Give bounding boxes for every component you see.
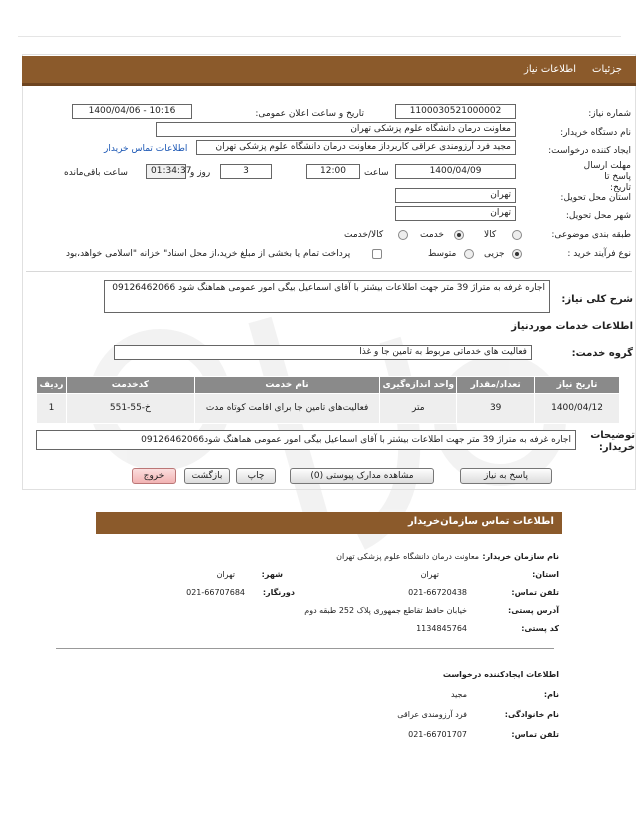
contact-divider — [56, 648, 554, 649]
service-group-label: گروه خدمت: — [571, 348, 633, 359]
tab-need-info[interactable]: اطلاعات نیاز — [524, 64, 576, 75]
creator-name-value: مجید — [450, 690, 467, 699]
contact-title-bar: اطلاعات تماس سازمان‌خریدار — [96, 512, 562, 534]
th-quantity: تعداد/مقدار — [457, 377, 535, 394]
cat-service-radio[interactable] — [454, 230, 464, 240]
contact-postal-value: 1134845764 — [416, 624, 467, 633]
table-row — [37, 394, 620, 424]
cell-service-name: فعالیت‌های تامین جا برای اقامت کوتاه مدت — [194, 394, 380, 424]
main-panel — [22, 54, 636, 490]
contact-city-label: شهر: — [261, 570, 283, 579]
creator-field: مجید فرد آرزومندی عراقی کاربرداز معاونت درمان دانشگاه علوم پزشکی تهران — [196, 140, 516, 155]
back-button[interactable]: بازگشت — [184, 468, 230, 484]
contact-province-label: استان: — [532, 570, 559, 579]
creator-name-label: نام: — [543, 690, 559, 699]
contact-postal-label: کد پستی: — [521, 624, 559, 633]
buyer-notes-label: توضیحات خریدار: — [590, 430, 635, 453]
deadline-time-field: 12:00 — [306, 164, 360, 179]
deadline-time-label: ساعت — [364, 168, 389, 178]
tab-details[interactable]: جزئیات — [592, 64, 622, 75]
payment-note: پرداخت تمام یا بخشی از مبلغ خرید،از محل اسناد" خزانه "اسلامی خواهد،بود — [66, 249, 351, 259]
buyer-notes-field: اجاره غرفه به متراژ 39 متر جهت اطلاعات بیشتر با آقای اسماعیل بیگی امور عمومی هماهنگ شود09126462066 — [36, 430, 576, 450]
contact-fax-label: دورنگار: — [262, 588, 295, 597]
top-divider — [18, 36, 621, 37]
cell-need-date: 1400/04/12 — [535, 394, 620, 424]
contact-phone-label: تلفن تماس: — [511, 588, 559, 597]
proc-partial-label: جزیی — [484, 249, 505, 259]
creator-phone-label: تلفن تماس: — [511, 730, 559, 739]
city-field: تهران — [395, 206, 516, 221]
header-bar — [22, 56, 636, 86]
remaining-time-field: 01:34:37 — [146, 164, 186, 179]
service-group-field: فعالیت های خدماتی مربوط به تامین جا و غذا — [114, 345, 532, 360]
days-field: 3 — [220, 164, 272, 179]
contact-address-label: آدرس پستی: — [508, 606, 559, 615]
cat-both-label: کالا/خدمت — [344, 230, 384, 240]
exit-button[interactable]: خروج — [132, 468, 176, 484]
cat-both-radio[interactable] — [398, 230, 408, 240]
services-title: اطلاعات خدمات موردنیاز — [511, 321, 633, 332]
need-number-field: 1100030521000002 — [395, 104, 516, 119]
announce-field: 1400/04/06 - 10:16 — [72, 104, 192, 119]
province-field: تهران — [395, 188, 516, 203]
contact-address-value: خیابان حافظ تقاطع جمهوری پلاک 252 طبقه دوم — [304, 606, 467, 615]
cell-quantity: 39 — [457, 394, 535, 424]
contact-province-value: تهران — [420, 570, 439, 579]
province-label: استان محل تحویل: — [560, 193, 631, 203]
reply-button[interactable]: پاسخ به نیاز — [460, 468, 552, 484]
proc-partial-radio[interactable] — [512, 249, 522, 259]
section-divider — [26, 271, 632, 272]
contact-fax-value: 021-66707684 — [186, 588, 245, 597]
buyer-contact-link[interactable]: اطلاعات تماس خریدار — [104, 144, 188, 154]
summary-field: اجاره غرفه به متراژ 39 متر جهت اطلاعات بیشتر با آقای اسماعیل بیگی امور عمومی هماهنگ شود 09126462066 — [104, 280, 550, 313]
th-service-name: نام خدمت — [194, 377, 380, 394]
items-table — [36, 376, 620, 424]
creator-label: ایجاد کننده درخواست: — [548, 146, 631, 156]
category-label: طبقه بندی موضوعی: — [551, 230, 631, 240]
cat-service-label: خدمت — [420, 230, 444, 240]
contact-org-value: معاونت درمان دانشگاه علوم پزشکی تهران — [336, 552, 479, 561]
proc-medium-radio[interactable] — [464, 249, 474, 259]
contact-phone-value: 021-66720438 — [408, 588, 467, 597]
city-label: شهر محل تحویل: — [565, 211, 631, 221]
creator-phone-value: 021-66701707 — [408, 730, 467, 739]
cell-unit: متر — [380, 394, 457, 424]
creator-family-value: فرد آرزومندی عراقی — [397, 710, 467, 719]
th-need-date: تاریخ نیاز — [535, 377, 620, 394]
buyer-org-label: نام دستگاه خریدار: — [560, 128, 631, 138]
proc-medium-label: متوسط — [428, 249, 457, 259]
days-label: روز و — [190, 168, 211, 178]
contact-city-value: تهران — [216, 570, 235, 579]
summary-label: شرح کلی نیاز: — [561, 294, 633, 305]
remaining-label: ساعت باقی‌مانده — [64, 168, 128, 178]
need-number-label: شماره نیاز: — [588, 109, 631, 119]
announce-label: تاریخ و ساعت اعلان عمومی: — [255, 109, 364, 119]
cat-goods-radio[interactable] — [512, 230, 522, 240]
process-label: نوع فرآیند خرید : — [567, 249, 631, 259]
table-header-row — [37, 377, 620, 394]
th-row: ردیف — [37, 377, 67, 394]
cat-goods-label: کالا — [484, 230, 497, 240]
attachments-button[interactable]: مشاهده مدارک پیوستی (0) — [290, 468, 434, 484]
th-unit: واحد اندازه‌گیری — [380, 377, 457, 394]
th-service-code: کدخدمت — [67, 377, 195, 394]
deadline-label: مهلت ارسال پاسخ تا تاریخ: — [583, 161, 631, 193]
buyer-org-field: معاونت درمان دانشگاه علوم پزشکی تهران — [156, 122, 516, 137]
deadline-date-field: 1400/04/09 — [395, 164, 516, 179]
cell-service-code: خ-55-551 — [67, 394, 195, 424]
print-button[interactable]: چاپ — [236, 468, 276, 484]
contact-org-label: نام سازمان خریدار: — [482, 552, 559, 561]
creator-info-title: اطلاعات ایجادکننده درخواست — [442, 670, 559, 679]
payment-checkbox[interactable] — [372, 249, 382, 259]
cell-row: 1 — [37, 394, 67, 424]
creator-family-label: نام خانوادگی: — [504, 710, 559, 719]
